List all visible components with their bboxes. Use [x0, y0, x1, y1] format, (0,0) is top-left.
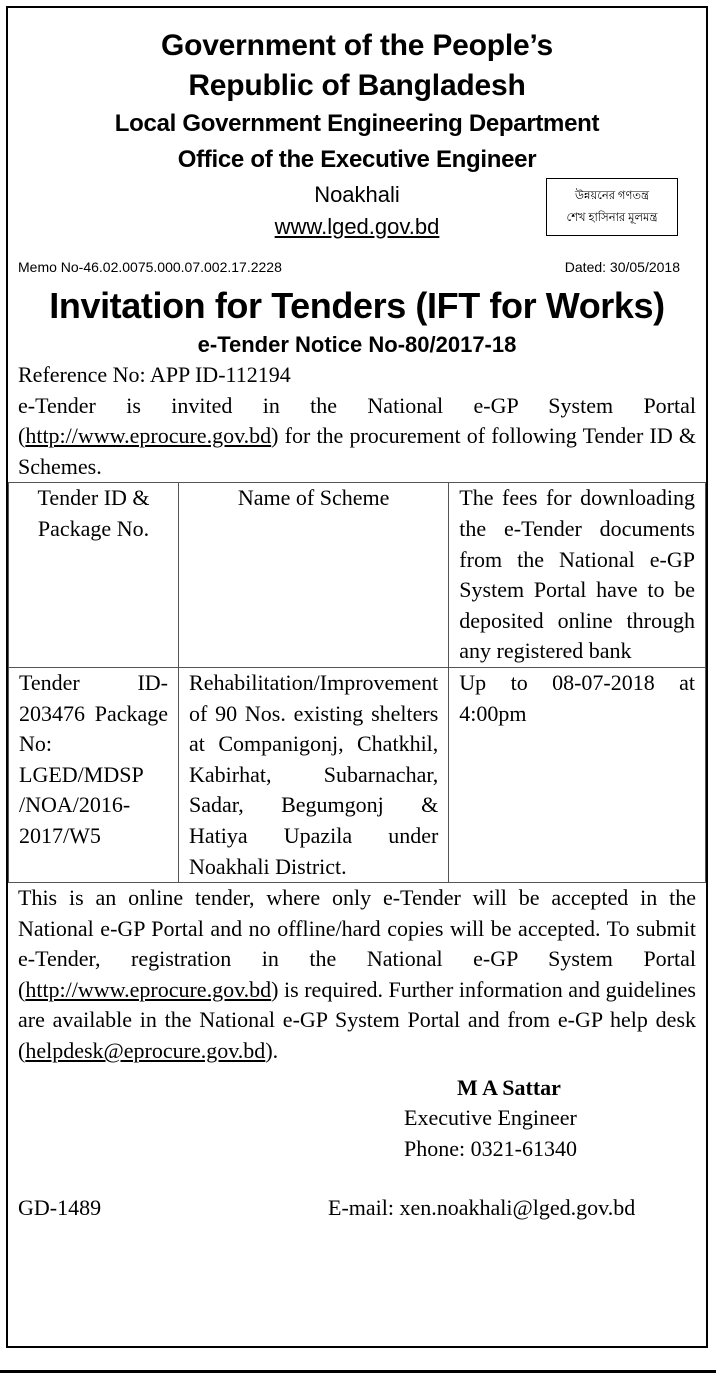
government-heading	[8, 26, 706, 106]
notice-number: e-Tender Notice No-80/2017-18	[197, 332, 517, 357]
eprocure-link[interactable]: http://www.eprocure.gov.bd	[25, 423, 272, 449]
signature-block	[404, 1073, 704, 1165]
header-fees: The fees for downloading the e-Tender documents from the National e-GP System Portal have to be deposited online through any registered bank	[449, 483, 706, 668]
header-tender-id: Tender ID & Package No.	[9, 483, 179, 668]
closing-text-1: This is an online tender, where only e-Tender will be accepted in the National e-GP Portal and no offline/hard copies will be accepted. To submit e-Tender, registration in the National e-GP System Portal (	[18, 885, 696, 1002]
notice-frame	[6, 6, 708, 1348]
gov-line-2: Republic of Bangladesh	[188, 69, 526, 102]
cell-scheme: Rehabilitation/Improvement of 90 Nos. existing shelters at Companigonj, Chatkhil, Kabirhat, Subarnachar, Sadar, Begumgonj & Hatiya Upazila under Noakhali District.	[179, 667, 449, 882]
closing-text-2: ) is required. Further information and guidelines are available in the National e-GP System Portal and from e-GP help desk (	[18, 976, 696, 1064]
gov-line-1: Government of the People’s	[160, 29, 554, 62]
closing-text-3: ).	[265, 1038, 279, 1064]
signatory-phone: Phone: 0321-61340	[404, 1135, 577, 1161]
tender-table	[8, 482, 706, 883]
department-name: Local Government Engineering Department	[114, 110, 600, 137]
memo-row	[8, 258, 706, 276]
slogan-box	[546, 178, 678, 236]
signatory-name: M A Sattar	[457, 1074, 561, 1100]
table-header-row	[9, 483, 706, 668]
gd-number: GD-1489	[18, 1194, 102, 1220]
cell-tender-id: Tender ID-203476 Package No: LGED/MDSP /NOA/2016-2017/W5	[9, 667, 179, 882]
signatory-designation: Executive Engineer	[404, 1105, 577, 1131]
intro-paragraph	[18, 391, 696, 483]
helpdesk-email-link[interactable]: helpdesk@eprocure.gov.bd	[25, 1038, 266, 1064]
slogan-line-2: শেখ হাসিনার মূলমন্ত্র	[566, 212, 658, 224]
slogan-line-1: উন্নয়নের গণতন্ত্র	[574, 190, 650, 202]
table-row	[9, 667, 706, 882]
bottom-rule	[0, 1370, 716, 1373]
place-name: Noakhali	[314, 182, 400, 207]
memo-date: Dated: 30/05/2018	[564, 259, 680, 275]
intro-text-2: ) for the procurement of following Tender ID & Schemes.	[18, 423, 696, 479]
cell-deadline: Up to 08-07-2018 at 4:00pm	[449, 667, 706, 882]
signatory-email[interactable]: E-mail: xen.noakhali@lged.gov.bd	[328, 1194, 636, 1220]
office-name: Office of the Executive Engineer	[177, 146, 537, 173]
closing-paragraph	[8, 883, 706, 1067]
eprocure-link-2[interactable]: http://www.eprocure.gov.bd	[25, 976, 272, 1002]
header-scheme: Name of Scheme	[179, 483, 449, 668]
signature-section	[8, 1067, 706, 1237]
notice-title: Invitation for Tenders (IFT for Works)	[49, 285, 665, 326]
intro-text-1: e-Tender is invited in the National e-GP System Portal (	[18, 392, 696, 449]
intro-section	[8, 360, 706, 482]
memo-number: Memo No-46.02.0075.000.07.002.17.2228	[18, 259, 282, 275]
location-row	[8, 178, 706, 258]
website-link[interactable]: www.lged.gov.bd	[274, 214, 440, 239]
reference-number: Reference No: APP ID-112194	[18, 362, 291, 387]
